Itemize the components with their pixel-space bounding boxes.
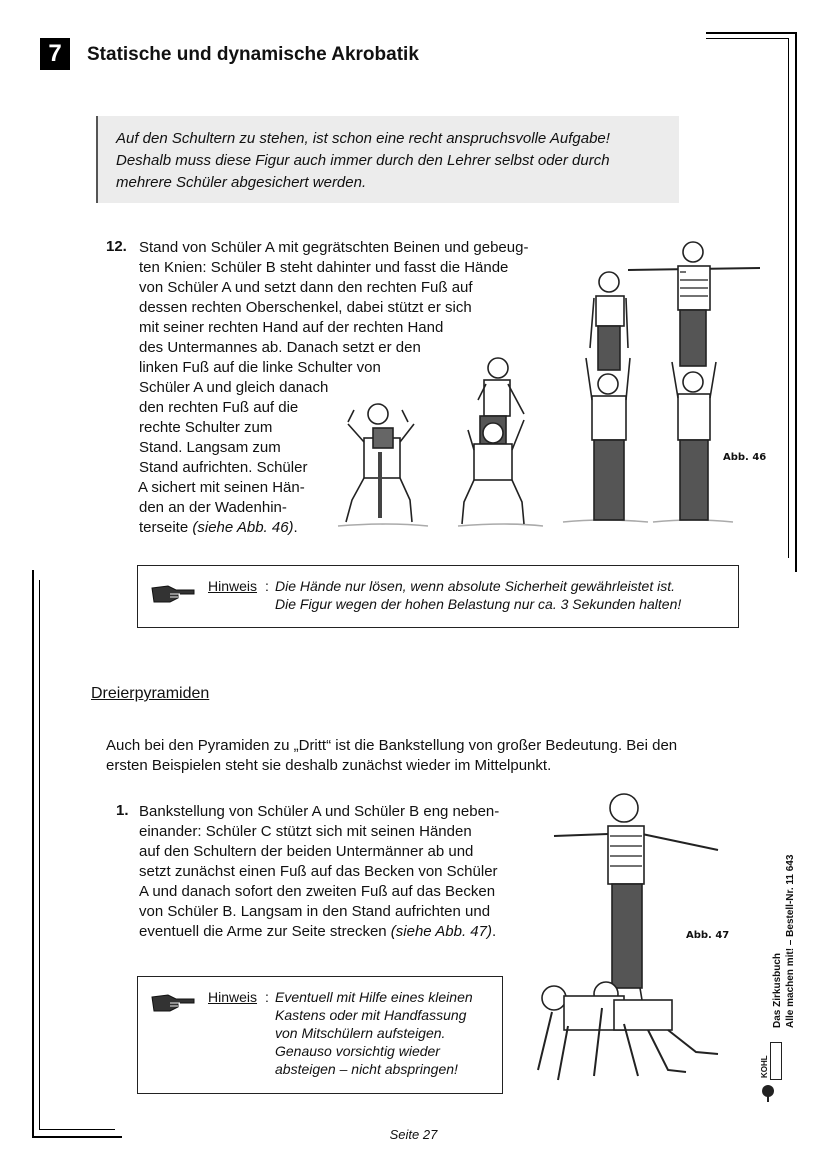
exercise-line: rechte Schulter zum: [139, 419, 273, 436]
pointing-hand-icon: [150, 582, 196, 606]
exercise-line: auf den Schultern der beiden Untermänner ab und: [139, 843, 474, 860]
exercise-12-number: 12.: [106, 238, 127, 255]
exercise-line: von Schüler A und setzt dann den rechten Fuß auf: [139, 279, 473, 296]
exercise-line: linken Fuß auf die linke Schulter von: [139, 359, 381, 376]
hint-label-text: Hinweis: [208, 578, 258, 594]
figure-pair-3: [586, 272, 630, 520]
exercise-line: eventuell die Arme zur Seite strecken: [139, 923, 387, 940]
page-number: Seite 27: [389, 1127, 438, 1142]
hint-label-colon: :: [265, 578, 269, 594]
sidebar-dash: –: [785, 939, 796, 946]
exercise-line: mit seiner rechten Hand auf der rechten Hand: [139, 319, 444, 336]
publisher-logo: [758, 1040, 794, 1104]
figure-pair-2: [462, 358, 524, 524]
exercise-line: den rechten Fuß auf die: [139, 399, 299, 416]
frame-top-line-outer: [706, 32, 796, 34]
exercise-line: Schüler A und gleich danach: [139, 379, 329, 396]
exercise-line: A sichert mit seinen Hän-: [138, 479, 305, 496]
hint-line: von Mitschülern aufsteigen.: [275, 1025, 446, 1041]
frame-right-line-inner: [788, 38, 789, 558]
hint-line: Die Figur wegen der hohen Belastung nur ca. 3 Sekunden halten!: [275, 596, 682, 612]
intro-line: Deshalb muss diese Figur auch immer durch den Lehrer selbst oder durch: [116, 152, 610, 169]
sidebar-order-number: Bestell-Nr. 11 643: [785, 854, 796, 937]
intro-line: mehrere Schüler abgesichert werden.: [116, 174, 367, 191]
chapter-number: 7: [40, 38, 70, 70]
figure-label-abb47: Abb. 47: [686, 930, 730, 941]
pointing-hand-icon: [150, 991, 196, 1015]
figure-pair-4: [628, 242, 760, 520]
section-intro: [106, 736, 677, 776]
sidebar-book-line1: Das Zirkusbuch: [772, 952, 783, 1028]
reference-tail: .: [491, 923, 497, 940]
hint-box-1: [137, 565, 739, 628]
exercise-line-last: [139, 518, 298, 538]
exercise-line: A und danach sofort den zweiten Fuß auf das Becken: [139, 883, 496, 900]
exercise-line: Stand von Schüler A mit gegrätschten Beinen und gebeug-: [139, 239, 529, 256]
figure-pair-1: [346, 404, 414, 522]
hint-line: Genauso vorsichtig wieder: [275, 1043, 440, 1059]
exercise-line: des Untermannes ab. Danach setzt er den: [139, 339, 421, 356]
exercise-line: Bankstellung von Schüler A und Schüler B eng neben-: [139, 803, 500, 820]
hint-line: Eventuell mit Hilfe eines kleinen: [275, 989, 473, 1005]
intro-text: [116, 128, 671, 194]
section-heading: Dreierpyramiden: [91, 685, 210, 702]
exercise-line: Stand aufrichten. Schüler: [139, 459, 308, 476]
figure-reference: (siehe Abb. 46): [192, 519, 294, 536]
section-line: ersten Beispielen steht sie deshalb zunächst wieder im Mittelpunkt.: [106, 757, 552, 774]
tree-icon: [760, 1084, 776, 1102]
section-line: Auch bei den Pyramiden zu „Dritt“ ist die Bankstellung von großer Bedeutung. Bei den: [106, 737, 678, 754]
frame-left-line-inner: [39, 580, 40, 1130]
hint-text: [275, 577, 681, 613]
exercise-line: terseite: [139, 519, 189, 536]
exercise-line: ten Knien: Schüler B steht dahinter und fasst die Hände: [139, 259, 509, 276]
exercise-line: dessen rechten Oberschenkel, dabei stützt er sich: [139, 299, 472, 316]
hint-line: Kastens oder mit Handfassung: [275, 1007, 467, 1023]
frame-right-line-outer: [795, 32, 797, 572]
hint-label: [208, 578, 257, 594]
hint-box-2: [137, 976, 503, 1094]
hint-label-text: Hinweis: [208, 989, 258, 1005]
frame-left-line-outer: [32, 570, 34, 1138]
hint-label-colon: :: [265, 989, 269, 1005]
hint-text: [275, 988, 473, 1078]
sidebar-book-title: [772, 953, 783, 1028]
hint-line: absteigen – nicht abspringen!: [275, 1061, 458, 1077]
acrobatics-illustration-abb46: [328, 238, 768, 538]
sidebar-book-line2: Alle machen mit!: [785, 947, 796, 1028]
exercise-line-last: [139, 922, 496, 942]
exercise-line: setzt zunächst einen Fuß auf das Becken von Schüler: [139, 863, 498, 880]
exercise-1-number: 1.: [116, 802, 129, 819]
frame-top-line-inner: [706, 38, 788, 39]
exercise-line: den an der Wadenhin-: [139, 499, 287, 516]
figure-label-abb46: Abb. 46: [723, 452, 767, 463]
exercise-line: Stand. Langsam zum: [139, 439, 281, 456]
sidebar-book-subtitle: [785, 855, 796, 1028]
publisher-name: KOHL: [760, 1055, 769, 1078]
exercise-1-text: [139, 802, 559, 942]
intro-line: Auf den Schultern zu stehen, ist schon eine recht anspruchsvolle Aufgabe!: [116, 130, 610, 147]
publisher-logo-mark: [770, 1042, 782, 1080]
figure-reference: (siehe Abb. 47): [390, 923, 492, 940]
intro-box: [96, 116, 679, 203]
reference-tail: .: [293, 519, 298, 536]
exercise-line: einander: Schüler C stützt sich mit seinen Händen: [139, 823, 472, 840]
hint-label: [208, 989, 257, 1005]
hint-line: Die Hände nur lösen, wenn absolute Sicherheit gewährleistet ist.: [275, 578, 676, 594]
exercise-line: von Schüler B. Langsam in den Stand aufrichten und: [139, 903, 491, 920]
chapter-title: Statische und dynamische Akrobatik: [87, 44, 419, 65]
